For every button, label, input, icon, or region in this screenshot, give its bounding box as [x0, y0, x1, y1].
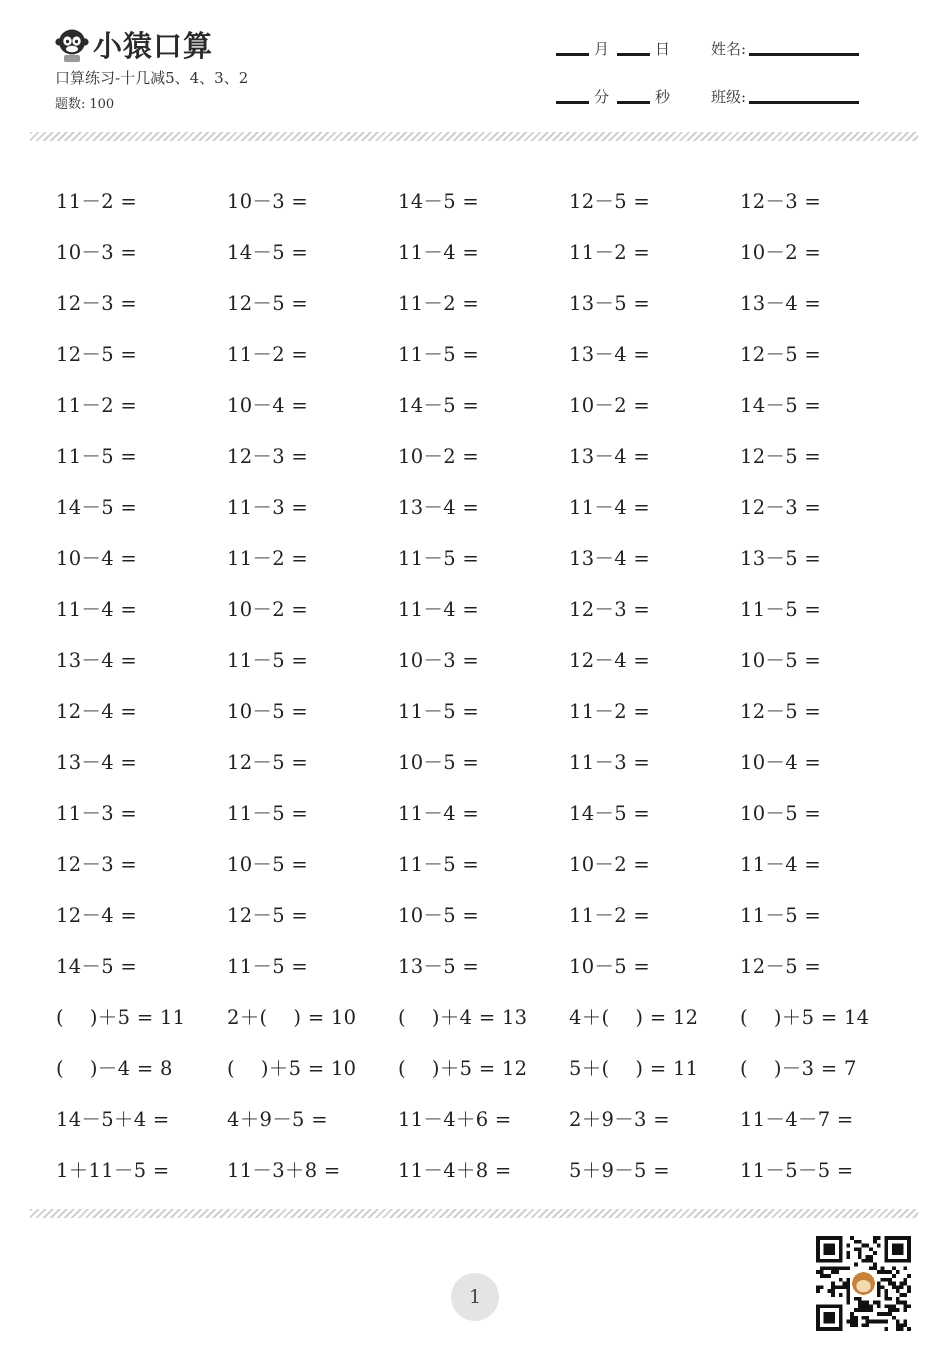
problem-row [56, 838, 916, 889]
problem-item: 10－2 = [569, 853, 651, 877]
problem-row [56, 940, 916, 991]
problem-item: 10－5 = [398, 904, 480, 928]
problem-item: 14－5 = [740, 393, 822, 417]
problem-item: 11－4 = [740, 853, 822, 877]
problem-item: 10－5 = [740, 802, 822, 826]
problem-item: 2＋( ) = 10 [227, 1006, 357, 1030]
month-label: 月 [594, 40, 610, 58]
problem-item: 13－4 = [569, 546, 651, 570]
problem-item: 10－2 = [740, 240, 822, 264]
problem-item: 13－5 = [740, 546, 822, 570]
problem-item: 11－3 = [227, 495, 309, 519]
problem-item: 4＋( ) = 12 [569, 1006, 699, 1030]
problem-item: 5＋( ) = 11 [569, 1057, 699, 1081]
problem-item: 13－4 = [56, 751, 138, 775]
brand-logo [55, 24, 213, 65]
month-blank[interactable] [556, 53, 589, 56]
problem-item: 12－4 = [56, 699, 138, 723]
problem-row [56, 889, 916, 940]
problem-item: 10－3 = [227, 189, 309, 213]
time-field [556, 86, 678, 107]
top-divider [30, 132, 918, 141]
problem-row [56, 736, 916, 787]
problem-item: 11－2 = [227, 342, 309, 366]
problem-item: 10－3 = [398, 648, 480, 672]
problem-item: ( )＋5 = 11 [56, 1006, 186, 1030]
problem-row [56, 684, 916, 735]
problem-item: 11－5 = [227, 648, 309, 672]
problem-item: 5＋9－5 = [569, 1159, 670, 1183]
problem-item: 10－5 = [227, 699, 309, 723]
problem-item: 2＋9－3 = [569, 1108, 670, 1132]
problem-item: 12－5 = [569, 189, 651, 213]
problem-item: 14－5 = [569, 802, 651, 826]
problem-item: 12－3 = [227, 444, 309, 468]
minute-blank[interactable] [556, 101, 589, 104]
worksheet-header [0, 0, 950, 130]
problem-item: 12－4 = [569, 648, 651, 672]
problem-item: 12－3 = [740, 189, 822, 213]
problem-item: 12－5 = [740, 444, 822, 468]
problem-item: 11－5－5 = [740, 1159, 854, 1183]
problem-item: 1＋11－5 = [56, 1159, 170, 1183]
problem-item: 11－2 = [569, 699, 651, 723]
problem-item: 13－4 = [56, 648, 138, 672]
problem-row [56, 531, 916, 582]
problem-row [56, 276, 916, 327]
problem-item: 12－3 = [56, 291, 138, 315]
problem-item: 13－4 = [398, 495, 480, 519]
day-label: 日 [655, 40, 671, 58]
problem-item: 10－4 = [56, 546, 138, 570]
problem-item: 11－5 = [398, 853, 480, 877]
day-blank[interactable] [617, 53, 650, 56]
problem-item: 12－3 = [740, 495, 822, 519]
problem-item: 12－5 = [227, 291, 309, 315]
class-blank[interactable] [749, 101, 859, 104]
problem-item: 12－5 = [227, 751, 309, 775]
problem-row [56, 991, 916, 1042]
problem-row [56, 174, 916, 225]
problem-item: 13－5 = [569, 291, 651, 315]
problem-item: 11－2 = [569, 904, 651, 928]
problem-row [56, 378, 916, 429]
problem-item: 12－4 = [56, 904, 138, 928]
problem-row [56, 480, 916, 531]
second-label: 秒 [655, 88, 671, 106]
problem-row [56, 1144, 916, 1195]
problem-item: 11－3＋8 = [227, 1159, 341, 1183]
problem-item: ( )＋5 = 14 [740, 1006, 870, 1030]
problem-item: 12－3 = [569, 597, 651, 621]
problem-item: 12－5 = [56, 342, 138, 366]
qr-code-icon [815, 1236, 912, 1331]
problem-row [56, 225, 916, 276]
second-blank[interactable] [617, 101, 650, 104]
page-number: 1 [451, 1273, 499, 1321]
problem-item: 11－2 = [227, 546, 309, 570]
problem-item: 11－5 = [740, 904, 822, 928]
problem-row [56, 1093, 916, 1144]
question-count-label: 题数: [55, 97, 86, 112]
problem-item: 10－5 = [740, 648, 822, 672]
problem-grid [56, 174, 916, 1195]
problem-item: 10－5 = [227, 853, 309, 877]
problem-item: ( )＋4 = 13 [398, 1006, 528, 1030]
problem-item: 10－3 = [56, 240, 138, 264]
problem-item: 11－5 = [227, 802, 309, 826]
worksheet-title: 口算练习-十几减5、4、3、2 [55, 69, 249, 87]
problem-item: 12－5 = [740, 342, 822, 366]
problem-item: 11－3 = [56, 802, 138, 826]
question-count [55, 93, 114, 112]
problem-item: 11－5 = [56, 444, 138, 468]
problem-item: 11－4－7 = [740, 1108, 854, 1132]
problem-item: ( )＋5 = 12 [398, 1057, 528, 1081]
problem-item: 11－4＋8 = [398, 1159, 512, 1183]
problem-item: 14－5 = [398, 189, 480, 213]
problem-item: 11－5 = [398, 699, 480, 723]
problem-item: 4＋9－5 = [227, 1108, 328, 1132]
problem-item: 10－4 = [227, 393, 309, 417]
problem-item: 12－5 = [227, 904, 309, 928]
problem-row [56, 429, 916, 480]
name-blank[interactable] [749, 53, 859, 56]
problem-item: 11－4 = [569, 495, 651, 519]
problem-item: 13－4 = [740, 291, 822, 315]
problem-item: ( )－3 = 7 [740, 1057, 857, 1081]
problem-item: 10－2 = [398, 444, 480, 468]
problem-item: 11－4 = [398, 802, 480, 826]
problem-item: 14－5 = [398, 393, 480, 417]
problem-item: ( )－4 = 8 [56, 1057, 173, 1081]
problem-item: 14－5＋4 = [56, 1108, 170, 1132]
problem-item: 11－3 = [569, 751, 651, 775]
problem-item: 11－5 = [227, 955, 309, 979]
problem-item: 11－2 = [398, 291, 480, 315]
problem-item: 14－5 = [56, 495, 138, 519]
problem-item: ( )＋5 = 10 [227, 1057, 357, 1081]
problem-item: 11－5 = [398, 546, 480, 570]
problem-item: 14－5 = [56, 955, 138, 979]
problem-item: 13－4 = [569, 444, 651, 468]
brand-name: 小猿口算 [93, 29, 214, 63]
problem-item: 11－4＋6 = [398, 1108, 512, 1132]
problem-row [56, 1042, 916, 1093]
date-field [556, 38, 678, 59]
minute-label: 分 [594, 88, 610, 106]
name-label: 姓名: [711, 40, 747, 58]
problem-item: 12－3 = [56, 853, 138, 877]
problem-item: 13－4 = [569, 342, 651, 366]
problem-item: 10－2 = [227, 597, 309, 621]
question-count-value: 100 [89, 97, 115, 112]
bottom-divider [30, 1209, 918, 1218]
problem-row [56, 582, 916, 633]
class-label: 班级: [711, 88, 747, 106]
monkey-head-icon [55, 27, 89, 63]
problem-row [56, 633, 916, 684]
class-field [711, 86, 859, 107]
problem-item: 11－4 = [398, 240, 480, 264]
problem-item: 11－5 = [398, 342, 480, 366]
problem-item: 13－5 = [398, 955, 480, 979]
problem-item: 11－4 = [56, 597, 138, 621]
problem-item: 10－2 = [569, 393, 651, 417]
problem-item: 11－4 = [398, 597, 480, 621]
problem-item: 14－5 = [227, 240, 309, 264]
problem-row [56, 327, 916, 378]
problem-item: 11－2 = [56, 393, 138, 417]
problem-item: 11－2 = [569, 240, 651, 264]
problem-item: 11－2 = [56, 189, 138, 213]
problem-item: 10－5 = [398, 751, 480, 775]
problem-item: 12－5 = [740, 699, 822, 723]
problem-item: 10－4 = [740, 751, 822, 775]
problem-item: 11－5 = [740, 597, 822, 621]
problem-item: 12－5 = [740, 955, 822, 979]
name-field [711, 38, 859, 59]
problem-item: 10－5 = [569, 955, 651, 979]
problem-row [56, 787, 916, 838]
